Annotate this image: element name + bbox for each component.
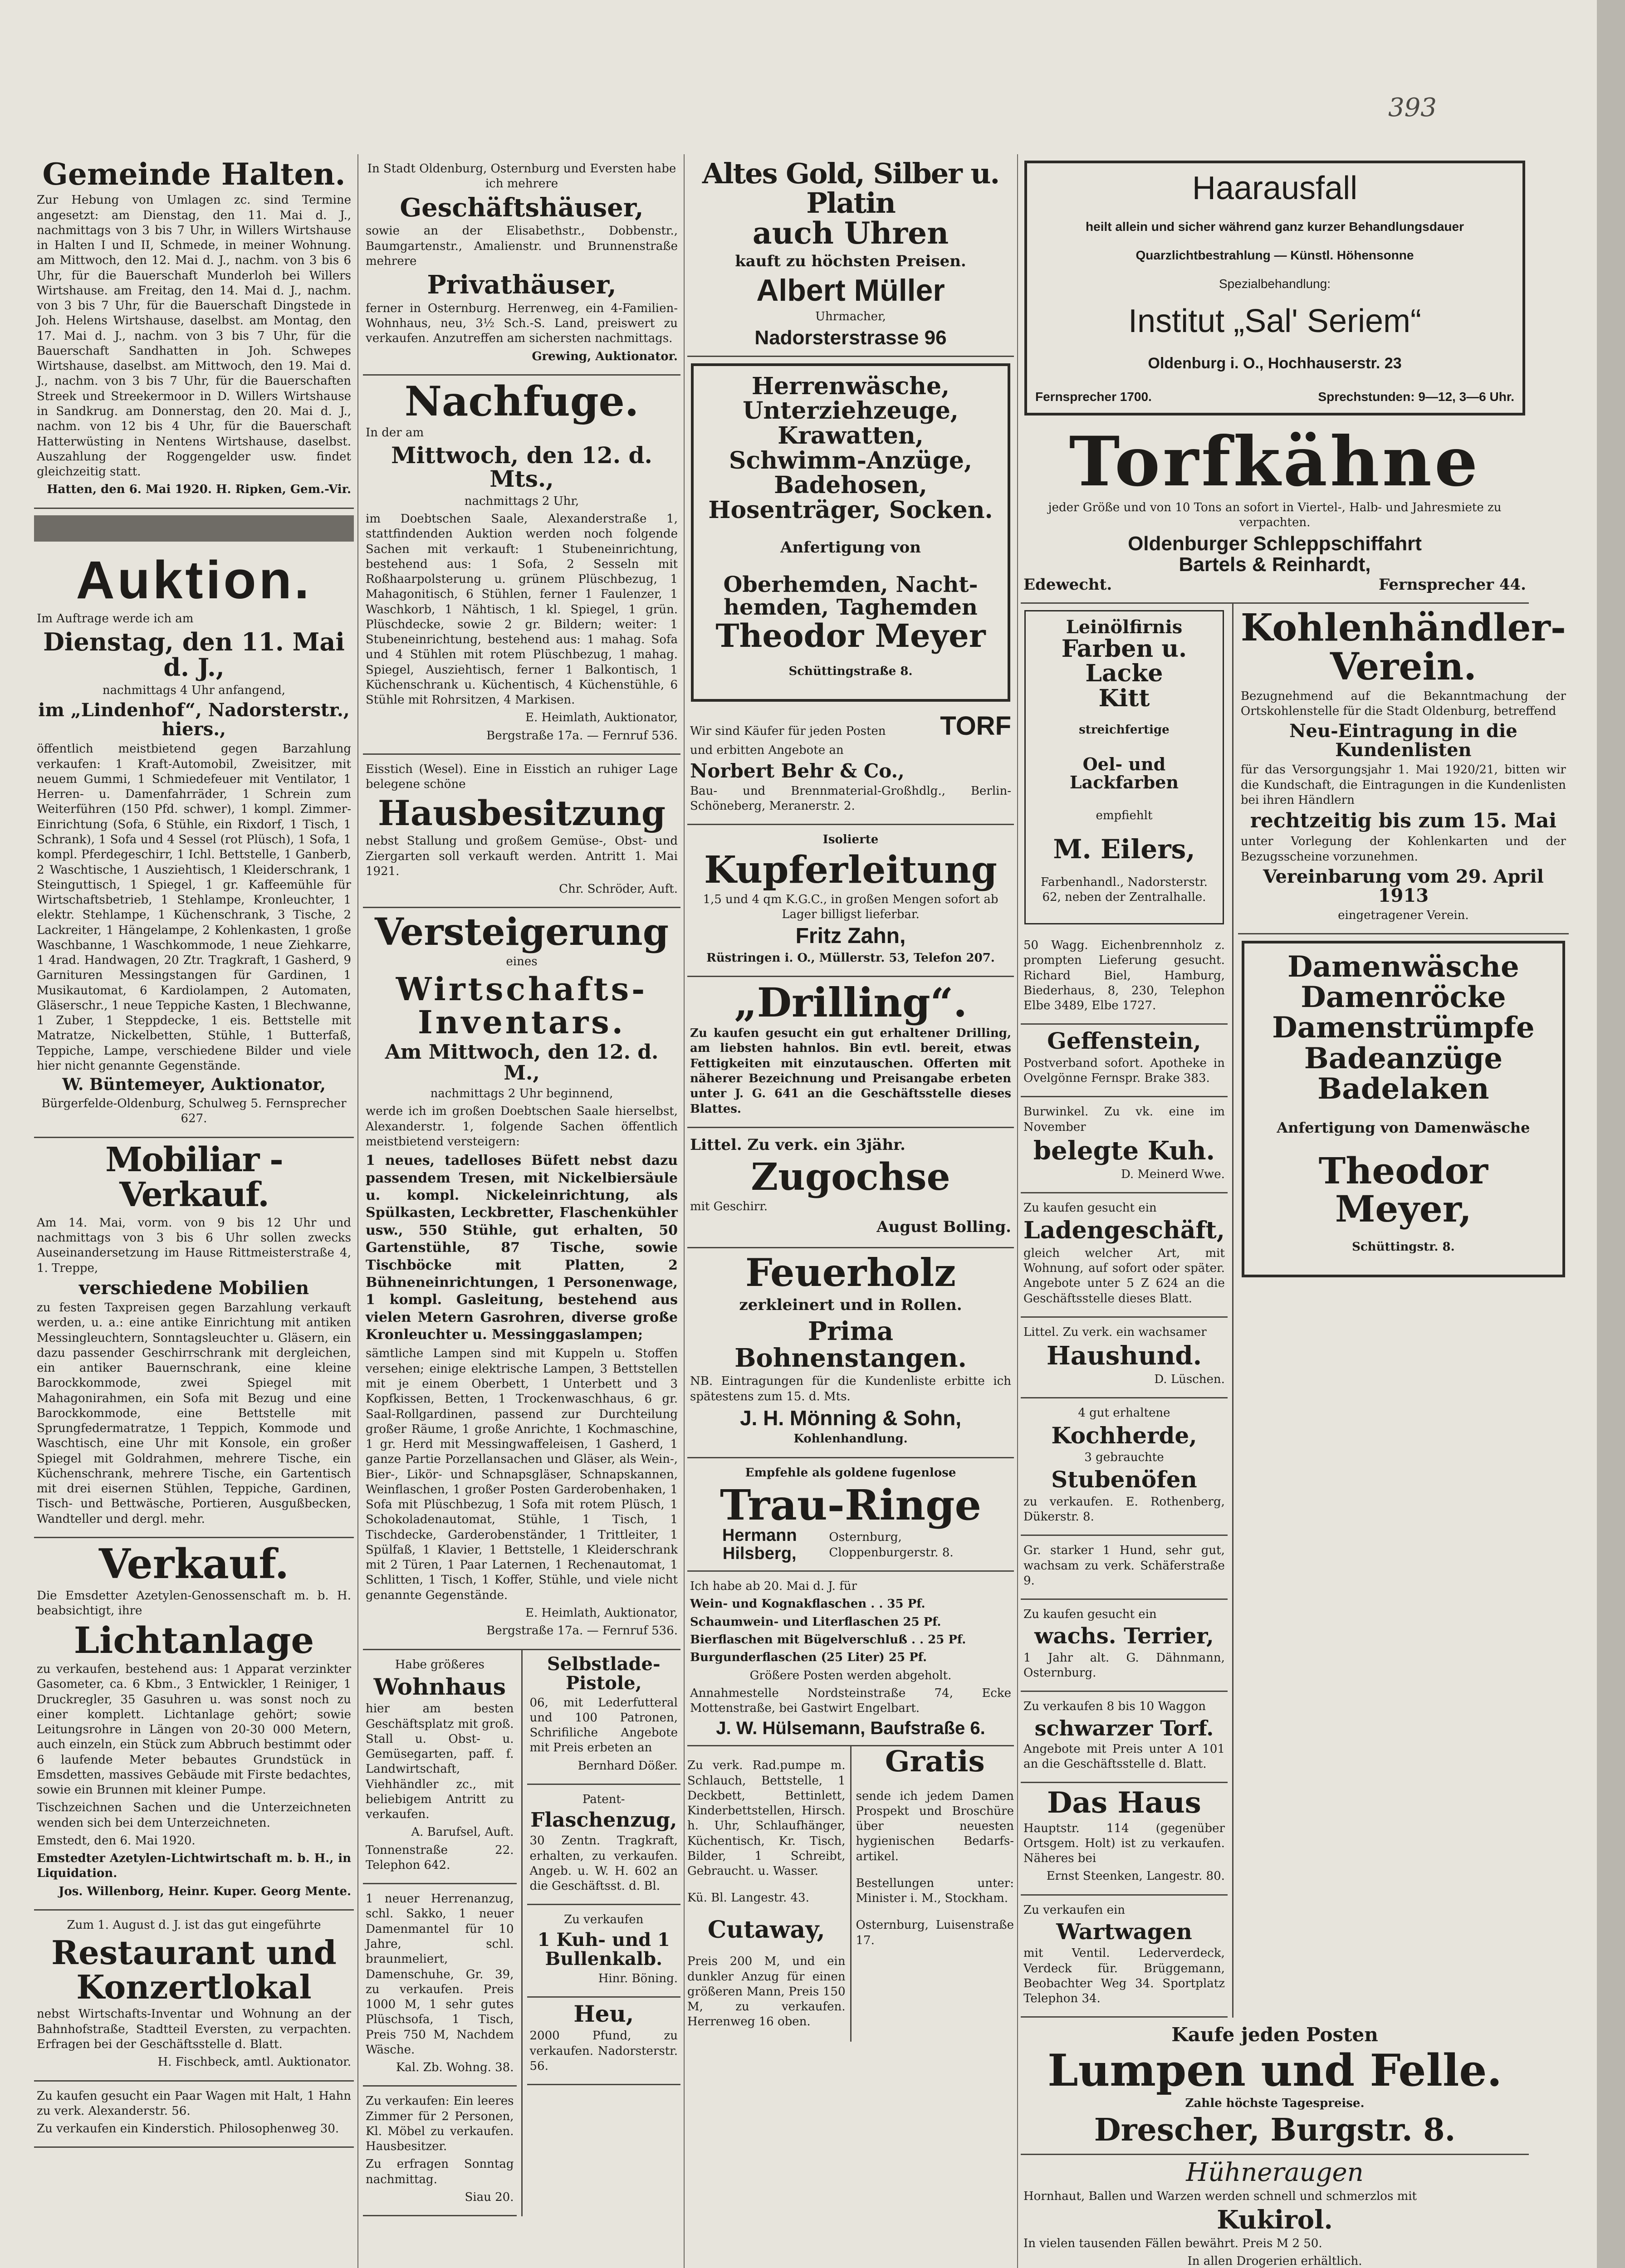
ad-title: Verein. xyxy=(1330,645,1477,689)
ad-signature: Kal. Zb. Wohng. 38. xyxy=(396,2061,514,2075)
small-ad: Zu kaufen gesucht ein Paar Wagen mit Halt, 1 Hahn zu verk. Alexanderstr. 56. xyxy=(37,2089,351,2118)
ad-date: Emstedt, den 6. Mai 1920. xyxy=(37,1833,196,1848)
ad-huehneraugen xyxy=(1021,2155,1529,2268)
ad-name: Oldenburger Schleppschiffahrt xyxy=(1128,532,1422,555)
ad-title: Prima Bohnenstangen. xyxy=(734,1316,967,1373)
ad-line: Leinölfirnis xyxy=(1066,616,1183,638)
ad-text: Zu verkaufen ein xyxy=(1023,1903,1126,1917)
ad-das-haus xyxy=(1021,1783,1228,1895)
ad-text: Zu verkaufen 8 bis 10 Waggon xyxy=(1023,1700,1206,1714)
small-ads-left xyxy=(687,1746,846,2041)
ad-small xyxy=(34,2082,354,2148)
ad-address: Rüstringen i. O., Müllerstr. 53, Telefon 207. xyxy=(706,951,995,965)
ad-text: Hornhaut, Ballen und Warzen werden schnell und schmerzlos mit xyxy=(1023,2189,1417,2203)
ad-row: Schaumwein- und Literflaschen 25 Pf. xyxy=(690,1615,941,1629)
ad-text: Zu kaufen gesucht ein gut erhaltener Drilling, am liebsten hahnlos. Bin evtl. bereit, etwas Fettigkeiten mit einzutauschen. Offerten mit näherer Bezeichnung und Preisangabe erbeten unter J. G. 641 an die Geschäftsstelle dieses Blattes. xyxy=(690,1026,1011,1116)
ad-restaurant xyxy=(34,1911,354,2082)
ad-text: Kü. Bl. Langestr. 43. xyxy=(687,1891,809,1905)
ad-title: Stubenöfen xyxy=(1051,1466,1197,1493)
ad-line: Schwimm-Anzüge, xyxy=(729,446,973,474)
ad-line: Lacke xyxy=(1085,660,1163,688)
ad-text: Tonnenstraße 22. Telephon 642. xyxy=(366,1843,514,1872)
small-ads-right xyxy=(521,1650,681,2217)
ad-kochherde xyxy=(1021,1398,1228,1536)
ad-text: nebst Stallung und großem Gemüse-, Obst- und Ziergarten soll verkauft werden. Antritt 1. Mai 1921. xyxy=(366,834,678,878)
ad-text: eines xyxy=(506,955,538,969)
ad-terrier xyxy=(1021,1600,1228,1692)
ad-trauringe xyxy=(687,1458,1014,1572)
ad-text: unter Vorlegung der Kohlenkarten und der Bezugsscheine vorzunehmen. xyxy=(1240,835,1566,864)
ad-text: werde ich im großen Doebtschen Saale hierselbst, Alexanderstr. 1, folgende Sachen öffentlich meistbietend versteigern: xyxy=(366,1105,678,1149)
ad-title: Kochherde, xyxy=(1051,1422,1197,1449)
ad-text: gleich welcher Art, mit Wohnung, auf sofort oder später. Angebote unter 5 Z 624 an die Geschäftsstelle dieses Blatt. xyxy=(1023,1246,1225,1305)
ad-selbstlade-pistole xyxy=(527,1650,681,1785)
ad-signature: E. Heimlath, Auktionator, xyxy=(525,711,678,725)
ad-text: Annahmestelle Nordsteinstraße 74, Ecke Mottenstraße, bei Gastwirt Engelbart. xyxy=(690,1686,1011,1716)
ad-text-bold: Vereinbarung vom 29. April 1913 xyxy=(1263,865,1544,906)
ad-schwarzer-torf xyxy=(1021,1692,1228,1783)
ad-text: Spezialbehandlung: xyxy=(1219,276,1331,291)
ad-text: zu verkaufen. E. Rothenberg, Dükerstr. 8. xyxy=(1023,1495,1225,1524)
ad-row: Bierflaschen mit Bügelverschluß . . 25 Pf. xyxy=(690,1633,966,1647)
ad-line: Herrenwäsche, xyxy=(751,372,950,400)
ad-text: Zum 1. August d. J. ist das gut eingeführte xyxy=(67,1918,321,1932)
ad-flaschen xyxy=(687,1572,1014,1746)
ad-signature: W. Büntemeyer, Auktionator, xyxy=(62,1075,326,1095)
ad-signature: Hatten, den 6. Mai 1920. H. Ripken, Gem.-Vir. xyxy=(47,483,351,497)
ad-time: nachmittags 2 Uhr, xyxy=(464,494,579,508)
ad-title: TORF xyxy=(940,711,1011,741)
ad-text: heilt allein und sicher während ganz kurzer Behandlungsdauer xyxy=(1086,219,1464,234)
ad-text: 1,5 und 4 qm K.G.C., in großen Mengen sofort ab Lager billigst lieferbar. xyxy=(703,892,998,921)
ad-title: Zugochse xyxy=(751,1155,950,1199)
ad-text: Größere Posten werden abgeholt. xyxy=(749,1668,952,1682)
ad-text: Bezugnehmend auf die Bekanntmachung der Ortskohlenstelle für die Stadt Oldenburg, betreffend xyxy=(1240,689,1566,719)
ad-title: Geschäftshäuser, xyxy=(400,192,644,223)
ad-hours: Sprechstunden: 9—12, 3—6 Uhr. xyxy=(1318,389,1514,404)
ad-title: Altes Gold, Silber u. Platin xyxy=(702,157,999,220)
ad-line: Badehosen, xyxy=(774,471,927,499)
torf-row xyxy=(690,713,1011,740)
ad-text: Zur Hebung von Umlagen zc. sind Termine angesetzt: am Dienstag, den 11. Mai d. J., nachmittags von 3 bis 7 Uhr, in Willers Wirtshause in Halten I und II, Schmede, in meiner Wohnung. am Mittwoch, den 12. Mai d. J., nachm. von 3 bis 6 Uhr, für die Bauerschaft Munderloh bei Willers Wirtshause. am Freitag, den 14. Mai d. J., nachm. von 3 bis 7 Uhr, für die Bauerschaft Dingstede in Joh. Helens Wirtshause, daselbst. am Montag, den 17. Mai d. J., nachm. von 3 bis 7 Uhr, für die Bauerschaft Sandhatten in Joh. Schwepes Wirtshause, daselbst. am Mittwoch, den 19. Mai d. J., nachm. von 3 bis 7 Uhr, für die Bauerschaften Streek und Streekermoor in D. Willers Wirtshause in Sandkrug. am Donnerstag, den 20. Mai d. J., nachm. von 12 bis 4 Uhr, für die Bauerschaft Hatterwüsting in Nentens Wirtshause, daselbst. Auszahlung der Roggengelder usw. findet gleichzeitig statt. xyxy=(37,193,351,479)
ad-signature: Emstedter Azetylen-Lichtwirtschaft m. b. H., in Liquidation. xyxy=(37,1852,351,1881)
ad-name: Theodor Meyer xyxy=(715,616,986,655)
ad-zimmer xyxy=(363,2087,517,2216)
ad-title: Geffenstein, xyxy=(1047,1027,1201,1055)
ad-title: Cutaway, xyxy=(707,1916,825,1944)
ad-text: Zu kaufen gesucht ein xyxy=(1023,1201,1157,1215)
small-ads-split xyxy=(687,1746,1014,2041)
ad-text: Im Auftrage werde ich am xyxy=(37,611,194,626)
ad-text: Anfertigung von Damenwäsche xyxy=(1277,1119,1530,1137)
ad-text: hier am besten Geschäftsplatz mit groß. Stall u. Obst- u. Gemüsegarten, paff. f. Landwirtschaft, Viehhändler zc., mit beliebigem Antritt zu verkaufen. xyxy=(366,1702,514,1822)
ad-text: In der am xyxy=(366,426,424,440)
separator-bar xyxy=(34,515,354,542)
ad-title: Selbstlade-Pistole, xyxy=(547,1653,661,1694)
ad-line: Badeanzüge xyxy=(1304,1041,1503,1075)
ad-name: Hermann Hilsberg, xyxy=(722,1526,797,1564)
ad-text: Zahle höchste Tagespreise. xyxy=(1185,2097,1365,2111)
ad-flaschenzug xyxy=(527,1785,681,1906)
ad-subtitle: verschiedene Mobilien xyxy=(78,1277,309,1299)
ad-title: wachs. Terrier, xyxy=(1034,1623,1214,1649)
ad-title: Lumpen und Felle. xyxy=(1047,2044,1502,2096)
ad-text: Habe größeres xyxy=(395,1657,485,1672)
ad-text: öffentlich meistbietend gegen Barzahlung verkaufen: 1 Kraft-Automobil, Zweisitzer, mit neuem Gummi, 1 Schmiedefeuer mit Ventilator, 1 Herren- u. Damenfahrräder, 1 Schrein zum Weiterführen (150 Pfd. schwer), 1 kompl. Zimmer-Einrichtung (Sofa, 6 Stühle, ein Rixdorf, 1 Tisch, 1 Schrank), 1 Sofa und 4 Sessel (rot Plüsch), 1 Sofa, 1 kompl. Pferdegeschirr, 1 Ichl. Bettstelle, 1 Ganberb, 2 Waschtische, 1 Ausziehtisch, 1 Kleiderschrank, 1 Steinguttisch, 1 Spiegel, 1 gr. Kaffeemühle für Wirtschaftsbetrieb, 1 Stehlampe, Kronleuchter, 1 elektr. Stehlampe, 1 Küchenschrank, 3 Tische, 2 Lackreiter, 1 Hängelampe, 2 Kohlenkasten, 1 große Waschbanne, 1 Waschkommode, 1 neue Ziehkarre, 1 4rad. Handwagen, 20 Ztr. Tragkraft, 1 Gasherd, 9 Garnituren Messingstangen für Gardinen, 1 Musikautomat, 6 Kardiolampen, 2 Automaten, Gläserschr., 1 neue Teppiche Kasten, 1 Blechwanne, 1 Zuber, 1 Steppdecke, 1 eis. Bettstelle mit Matratze, Nickelbetten, Stühle, 1 Butterfaß, Teppiche, Lampe, verschiedene Bilder und viele hier nicht genannte Gegenstände. xyxy=(37,742,351,1073)
ad-title: Gratis xyxy=(885,1745,985,1779)
column-rule xyxy=(1017,154,1018,2268)
col4-split xyxy=(1021,604,1566,2018)
ad-title: Hühneraugen xyxy=(1186,2157,1364,2187)
ad-text: zu verkaufen, bestehend aus: 1 Apparat verzinkter Gasometer, ca. 6 Kbm., 3 Entwickler, 1 Reiniger, 1 Druckregler, 35 Gasuhren u. was sonst noch zu einer komplett. Lichtanlage gehört; sowie Leitungsrohre in Längen von 20-30 000 Metern, auch einzeln, ein Stück zum Abbruch bestimmt oder 6 laufende Meter bebautes Grundstück in Emsdetten, massives Gebäude mit Firste bedachtes, sowie ein Brunnen mit kleiner Pumpe. xyxy=(37,1662,351,1797)
ad-text: streichfertige xyxy=(1079,723,1170,737)
ad-title: Ladengeschäft, xyxy=(1023,1217,1225,1245)
ad-hausbesitzung xyxy=(363,755,680,908)
ad-name: J. H. Mönning & Sohn, xyxy=(739,1406,962,1430)
ad-text: Ich habe ab 20. Mai d. J. für xyxy=(690,1579,857,1593)
ad-signature: August Bolling. xyxy=(876,1217,1011,1236)
ad-text: empfiehlt xyxy=(1096,809,1153,823)
ad-title: Torfkähne xyxy=(1069,421,1481,502)
ad-text: sowie an der Elisabethstr., Dobbenstr., Baumgartenstr., Amalienstr. und Brunnenstraße mehrere xyxy=(366,224,678,268)
ad-time: nachmittags 4 Uhr anfangend, xyxy=(102,684,286,698)
ad-title: belegte Kuh. xyxy=(1033,1136,1215,1166)
ad-text: Zu verk. Rad.pumpe m. Schlauch, Bettstelle, 1 Deckbett, Bettinlett, Kinderbettstellen, Hirsch. h. Uhr, Schlaufhänger, Küchentisch, Kr. Tisch, Bilder, 1 Schreibt, Gebraucht. u. Wasser. xyxy=(687,1759,846,1878)
ad-title: Haushund. xyxy=(1046,1341,1202,1371)
ad-text: kauft zu höchsten Preisen. xyxy=(735,252,966,271)
ad-signature: Bernhard Dößer. xyxy=(578,1759,678,1773)
ad-title: Wirtschafts-Inventars. xyxy=(396,970,648,1041)
ad-wohnhaus xyxy=(363,1650,517,1885)
ad-text: Uhrmacher, xyxy=(815,310,886,324)
ad-date: Am Mittwoch, den 12. d. M., xyxy=(385,1040,659,1085)
ad-date: Mittwoch, den 12. d. Mts., xyxy=(391,441,652,493)
ad-text: Patent- xyxy=(582,1792,625,1806)
ad-title: Privathäuser, xyxy=(427,270,617,300)
ad-text: 06, mit Lederfutteral und 100 Patronen, Schrifiliche Angebote mit Preis erbeten an xyxy=(529,1696,678,1755)
ad-text: Postverband sofort. Apotheke in Ovelgönne Fernspr. Brake 383. xyxy=(1023,1056,1225,1085)
ad-signature: D. Lüschen. xyxy=(1154,1373,1225,1387)
ad-text: Empfehle als goldene fugenlose xyxy=(745,1466,956,1480)
ad-line: Badelaken xyxy=(1317,1071,1489,1106)
ad-text: NB. Eintragungen für die Kundenliste erbitte ich spätestens zum 15. d. Mts. xyxy=(690,1374,1011,1403)
ad-text: 30 Zentn. Tragkraft, erhalten, zu verkaufen. Angeb. u. W. H. 602 an die Geschäftsst. d. Bl. xyxy=(529,1834,678,1893)
ad-title: „Drilling“. xyxy=(734,978,967,1026)
ad-title: Trau-Ringe xyxy=(720,1480,982,1530)
ad-heu xyxy=(527,1998,681,2085)
ad-title: Hausbesitzung xyxy=(377,792,666,833)
ad-gemeinde-hatten xyxy=(34,154,354,509)
ad-phone: Fernsprecher 1700. xyxy=(1035,389,1152,404)
ad-row: Wein- und Kognakflaschen . . 35 Pf. xyxy=(690,1597,925,1611)
ad-text: nebst Wirtschafts-Inventar und Wohnung an der Bahnhofstraße, Stadtteil Eversten, zu verpachten. Erfragen bei der Geschäftsstelle d. Blatt. xyxy=(37,2007,351,2051)
ad-text: Quarzlichtbestrahlung — Künstl. Höhensonne xyxy=(1136,248,1414,262)
ad-text: In allen Drogerien erhältlich. xyxy=(1187,2254,1362,2268)
ad-phone: Fernsprecher 44. xyxy=(1379,576,1526,594)
ad-title: Flaschenzug, xyxy=(530,1809,677,1832)
ad-torf-behr xyxy=(687,708,1014,825)
ad-line: Farben u. xyxy=(1061,635,1187,663)
ad-address: Bergstraße 17a. — Fernruf 536. xyxy=(486,728,678,743)
ad-text: Bau- und Brennmaterial-Großhdlg., Berlin-Schöneberg, Meranerstr. 2. xyxy=(690,784,1011,813)
ad-text: Zu erfragen Sonntag nachmittag. xyxy=(366,2157,514,2186)
col4-wide xyxy=(1232,604,1569,2018)
ad-text: Kaufe jeden Posten xyxy=(1171,2024,1378,2046)
ad-text: Zu verkaufen xyxy=(564,1913,644,1927)
ad-name: M. Eilers, xyxy=(1053,833,1195,865)
ad-text: Burwinkel. Zu vk. eine im November xyxy=(1023,1105,1225,1134)
ad-altes-gold xyxy=(687,154,1014,357)
ad-title: Mobiliar - Verkauf. xyxy=(105,1140,283,1215)
ad-title: Wartwagen xyxy=(1056,1919,1192,1945)
ad-text: In vielen tausenden Fällen bewährt. Preis M 2 50. xyxy=(1023,2236,1322,2250)
ad-text: im Doebtschen Saale, Alexanderstraße 1, stattfindenden Auktion werden noch folgende Sachen mit verkauft: 1 Stubeneinrichtung, bestehend aus: 1 Sofa, 2 Sesseln mit Roßhaarpolsterung u. grünem Plüschbezug, 1 Mahagonitisch, 6 Stühlen, ferner 1 Faulenzer, 1 Waschkorb, 1 Nähtisch, 1 kl. Spiegel, 1 grün. Plüschdecke, sowie 2 gr. Bildern; weiter: 1 Stubeneinrichtung, bestehend aus: 1 mahag. Sofa und 4 Stühlen mit rotem Plüschbezug, 1 mahag. Spiegel, Ausziehtisch, ferner 1 Balkontisch, 1 Küchenschrank u. Küchentisch, 4 Küchenstühle, 6 Stühle mit Rohrsitzen, 4 Markisen. xyxy=(366,512,678,707)
ad-signature: Bestellungen unter: Minister i. M., Stockham. xyxy=(856,1876,1014,1906)
ad-title: Verkauf. xyxy=(98,1540,289,1588)
ad-name: Institut „Sal' Seriem“ xyxy=(1128,303,1421,339)
ad-signature: Chr. Schröder, Auft. xyxy=(559,882,678,896)
ad-title: Heu, xyxy=(573,2000,634,2027)
small-ads-split xyxy=(363,1650,680,2217)
ad-title: Gemeinde Halten. xyxy=(42,156,346,192)
ad-line: Damenwäsche xyxy=(1287,950,1519,984)
ad-hund xyxy=(1021,1536,1228,1600)
small-ads-left xyxy=(363,1650,517,2217)
ad-text: Isolierte xyxy=(822,833,879,847)
ad-text: Hauptstr. 114 (gegenüber Ortsgem. Holt) ist zu verkaufen. Näheres bei xyxy=(1023,1821,1225,1866)
ad-title: Restaurant und Konzertlokal xyxy=(51,1933,337,2006)
ad-leinoelfirnis xyxy=(1024,610,1224,925)
ad-place: Edewecht. xyxy=(1023,576,1112,594)
ad-line: Damenstrümpfe xyxy=(1272,1011,1535,1045)
ad-text: 1 neuer Herrenanzug, schl. Sakko, 1 neuer Damenmantel für 10 Jahre, schl. braunmeliert, Damenschuhe, Gr. 39, zu verkaufen. Preis 1000 M, 1 sehr gutes Plüschsofa, 1 Tisch, Preis 750 M, Nachdem Wäsche. xyxy=(366,1892,514,2057)
ad-ladengeschaeft xyxy=(1021,1193,1228,1318)
ad-text: mit Ventil. Lederverdeck, Verdeck für. Brüggemann, Beobachter Weg 34. Sportplatz Telephon 34. xyxy=(1023,1946,1225,2006)
ad-text: Preis 200 M, und ein dunkler Anzug für einen größeren Mann, Preis 150 M, zu verkaufen. Herrenweg 16 oben. xyxy=(687,1955,846,2029)
ad-text: 4 gut erhaltene xyxy=(1078,1406,1170,1420)
ad-date: Dienstag, den 11. Mai d. J., xyxy=(43,627,345,682)
ad-text: Gr. starker 1 Hund, sehr gut, wachsam zu verk. Schäferstraße 9. xyxy=(1023,1544,1225,1588)
ad-name: J. W. Hülsemann, Baufstraße 6. xyxy=(716,1718,985,1739)
ad-herrenanzug xyxy=(363,1884,517,2087)
ad-brennholz xyxy=(1021,931,1228,1025)
ad-name: Fritz Zahn, xyxy=(795,924,906,948)
ad-place: im „Lindenhof“, Nadorsterstr., hiers., xyxy=(38,699,350,740)
ad-drilling xyxy=(687,977,1014,1128)
ad-nachfuge xyxy=(363,376,680,755)
ad-text: In Stadt Oldenburg, Osternburg und Eversten habe ich mehrere xyxy=(367,162,676,191)
small-ads-right xyxy=(850,1746,1014,2041)
column-3 xyxy=(687,154,1014,2042)
ad-line: Krawatten, xyxy=(778,422,924,450)
ad-text: Tischzeichnen Sachen und die Unterzeichneten wenden sich bei dem Unterzeichneten. xyxy=(37,1801,351,1830)
ad-address: Osternburg, Luisenstraße 17. xyxy=(856,1918,1014,1947)
ad-title: Wohnhaus xyxy=(373,1673,506,1700)
ad-text: Am 14. Mai, vorm. von 9 bis 12 Uhr und nachmittags von 3 bis 6 Uhr sollen zwecks Auseinandersetzung im Hause Rittmeisterstraße 4, 1. Treppe, xyxy=(37,1216,351,1275)
ad-kuh-bullenkalb xyxy=(527,1905,681,1998)
ad-name: Theodor Meyer, xyxy=(1318,1149,1488,1230)
ad-address: Oldenburg i. O., Hochhauserstr. 23 xyxy=(1148,355,1402,372)
ad-signature: H. Fischbeck, amtl. Auktionator. xyxy=(157,2055,351,2069)
ad-text: für das Versorgungsjahr 1. Mai 1920/21, bitten wir die Kundschaft, die Eintragungen in die Kundenlisten bei ihren Händlern xyxy=(1240,763,1566,807)
ad-line: Oberhemden, Nacht- xyxy=(723,572,978,597)
ad-text: 2000 Pfund, zu verkaufen. Nadorsterstr. 56. xyxy=(529,2029,678,2073)
ad-text: Eisstich (Wesel). Eine in Eisstich an ruhiger Lage belegene schöne xyxy=(366,763,678,792)
ad-title: Feuerholz xyxy=(745,1250,956,1295)
ad-text-bold: Neu-Eintragung in die Kundenlisten xyxy=(1289,720,1517,761)
ad-text: Littel. Zu verk. ein 3jähr. xyxy=(690,1135,905,1154)
ad-wartwagen xyxy=(1021,1896,1228,2018)
ad-feuerholz xyxy=(687,1248,1014,1458)
ad-auktion xyxy=(34,548,354,1138)
ad-title: Versteigerung xyxy=(374,910,669,954)
ad-theodor-meyer-damen xyxy=(1242,941,1565,1277)
ad-kohlenhaendler xyxy=(1238,604,1569,935)
column-1 xyxy=(34,154,354,2148)
ad-zugochse xyxy=(687,1128,1014,1248)
ad-text-bold: rechtzeitig bis zum 15. Mai xyxy=(1250,809,1557,833)
ad-text: Anfertigung von xyxy=(780,538,921,557)
ad-time: nachmittags 2 Uhr beginnend, xyxy=(430,1087,613,1101)
page-binding-edge xyxy=(1597,0,1625,2268)
ad-title: Nachfuge. xyxy=(404,377,639,425)
ad-title: Haarausfall xyxy=(1192,170,1358,206)
ad-text: Zu kaufen gesucht ein xyxy=(1023,1608,1157,1622)
ad-signature: Ernst Steenken, Langestr. 80. xyxy=(1046,1869,1225,1883)
ad-title: Das Haus xyxy=(1047,1786,1201,1820)
ad-text: 50 Wagg. Eichenbrennholz z. prompten Lieferung gesucht. Richard Biel, Hamburg, Biederhaus, 8, 230, Telephon Elbe 3489, Elbe 1727. xyxy=(1023,938,1225,1013)
ad-name: Drescher, Burgstr. 8. xyxy=(1094,2112,1456,2148)
ad-line: Unterziehzeuge, xyxy=(743,397,959,425)
ad-address: Schüttingstr. 8. xyxy=(1352,1240,1455,1254)
ad-address: Nadorsterstrasse 96 xyxy=(754,326,947,349)
ad-name: Albert Müller xyxy=(756,273,945,308)
ad-haarausfall xyxy=(1024,161,1525,415)
ad-address: Bürgerfelde-Oldenburg, Schulweg 5. Fernsprecher 627. xyxy=(41,1097,347,1126)
ad-title: Kohlenhändler- xyxy=(1240,606,1566,650)
ad-text: 3 gebrauchte xyxy=(1084,1451,1164,1465)
ad-geffenstein xyxy=(1021,1025,1228,1097)
ad-line: Hosenträger, Socken. xyxy=(708,496,993,524)
ad-title: schwarzer Torf. xyxy=(1034,1716,1214,1740)
col4-narrow xyxy=(1021,604,1228,2018)
ad-text: Littel. Zu verk. ein wachsamer xyxy=(1023,1325,1207,1339)
ad-kupferleitung xyxy=(687,825,1014,977)
ad-verkauf-lichtanlage xyxy=(34,1538,354,1911)
ad-signature: Hinr. Böning. xyxy=(598,1971,678,1985)
torf-footer xyxy=(1023,575,1526,595)
ad-text: Oel- und Lackfarben xyxy=(1069,753,1179,792)
ad-address: Schüttingstraße 8. xyxy=(788,665,913,679)
ad-text: Angebote mit Preis unter A 101 an die Geschäftsstelle d. Blatt. xyxy=(1023,1742,1225,1771)
ad-text: Kohlenhandlung. xyxy=(793,1432,908,1446)
ad-title: auch Uhren xyxy=(752,215,949,251)
ad-text: Zu verkaufen: Ein leeres Zimmer für 2 Personen, Kl. Möbel zu verkaufen. Hausbesitzer. xyxy=(366,2094,514,2154)
ad-signature: Grewing, Auktionator. xyxy=(532,349,678,363)
ad-line: Damenröcke xyxy=(1301,980,1506,1015)
ad-haushund xyxy=(1021,1318,1228,1398)
ad-text: Wir sind Käufer für jeden Posten xyxy=(690,724,886,738)
ad-title: Lichtanlage xyxy=(73,1619,314,1662)
ad-text: sende ich jedem Damen Prospekt und Broschüre über neuesten hygienischen Bedarfs-artikel. xyxy=(856,1789,1014,1863)
ad-text: und erbitten Angebote an xyxy=(690,743,844,758)
ad-text: Farbenhandl., Nadorsterstr. 62, neben der Zentralhalle. xyxy=(1040,875,1208,904)
ad-torfkaehne xyxy=(1021,422,1529,604)
ad-signature: E. Heimlath, Auktionator, xyxy=(525,1606,678,1620)
ad-names: Jos. Willenborg, Heinr. Kuper. Georg Mente. xyxy=(59,1884,351,1898)
ad-text: zerkleinert und in Rollen. xyxy=(739,1296,962,1315)
ad-row: Burgunderflaschen (25 Liter) 25 Pf. xyxy=(690,1651,927,1665)
ringe-row xyxy=(690,1527,1011,1563)
ad-address: Bergstraße 17a. — Fernruf 536. xyxy=(486,1624,678,1638)
ad-name: Bartels & Reinhardt, xyxy=(1179,553,1371,576)
ad-theodor-meyer-herren xyxy=(691,363,1010,702)
ad-signature: eingetragener Verein. xyxy=(1338,908,1469,922)
ad-text: Die Emsdetter Azetylen-Genossenschaft m. b. H. beabsichtigt, ihre xyxy=(37,1589,351,1618)
ad-title: Kupferleitung xyxy=(704,848,997,892)
ad-signature: A. Barufsel, Auft. xyxy=(411,1825,514,1839)
ad-signature: Siau 20. xyxy=(465,2190,514,2204)
haar-footer xyxy=(1035,389,1514,405)
ad-title: Auktion. xyxy=(76,550,312,610)
column-rule xyxy=(357,154,358,2268)
ad-belegte-kuh xyxy=(1021,1097,1228,1193)
ad-signature: D. Meinerd Wwe. xyxy=(1121,1167,1225,1181)
ad-address: Osternburg, Cloppenburgerstr. 8. xyxy=(829,1530,954,1559)
ad-name: Kukirol. xyxy=(1217,2205,1333,2235)
ad-text: zu festen Taxpreisen gegen Barzahlung verkauft werden, u. a.: eine antike Einrichtung mit antiken Messingleuchtern, Sonntagsleuchter u. Gläsern, ein dazu passender Geschirrschrank mit dergleichen, ein antiker Bauernschrank, eine kleine Barockkommode, zwei Spiegel mit Mahagonirahmen, ein Sofa mit Bezug und eine Barockkommode, eine Bettstelle mit Sprungfedermatratze, 1 Teppich, Kommode und Waschtisch, eine Uhr mit Konsole, ein großer Spiegel mit Goldrahmen, mehrere Tische, ein Küchenschrank, mehrere Tische, ein Gartentisch mit drei eisernen Stühlen, Teppiche, Gardinen, Tisch- und Bettwäsche, Portieren, Ausgußbecken, Wandteller und dergl. mehr. xyxy=(37,1301,351,1526)
column-rule xyxy=(684,154,685,2268)
ad-text: sämtliche Lampen sind mit Kuppeln u. Stoffen versehen; einige elektrische Lampen, 3 Bettstellen mit je einem Oberbett, 1 Unterbett und 3 Kopfkissen, Betten, 1 Trockenwaschhaus, 6 gr. Saal-Rollgardinen, passend zur Durchteilung großer Räume, 1 große Anrichte, 1 Kochmaschine, 1 gr. Herd mit Messingwaffeleisen, 1 Gasherd, 1 ganze Partie Porzellansachen und Gläser, als Wein-, Bier-, Likör- und Schnapsgläser, Schnapskannen, Weinflaschen, 1 großer Posten Garderobenhaken, 1 Sofa mit Plüschbezug, 1 Sofa mit rotem Plüsch, 1 Schokoladenautomat, Stühle, 1 Tisch, 1 Tischdecke, Garderobenständer, 1 Trittleiter, 1 Spülfaß, 1 Klavier, 1 Bettstelle, 1 Kleiderschrank mit 2 Türen, 1 Paar Laternen, 1 Rechenautomat, 1 Schlitten, 1 Tisch, 1 Koffer, Stühle, und viele nicht genannte Gegenstände. xyxy=(366,1347,678,1602)
page-number: 393 xyxy=(1388,93,1437,122)
ad-text: 1 Jahr alt. G. Dähnmann, Osternburg. xyxy=(1023,1651,1225,1680)
small-ad: Zu verkaufen ein Kinderstich. Philosophenweg 30. xyxy=(37,2122,339,2136)
column-4 xyxy=(1021,154,1566,2268)
ad-line: Kitt xyxy=(1098,684,1150,712)
ad-geschaeftshaeuser xyxy=(363,154,680,376)
ad-text: jeder Größe und von 10 Tons an sofort in Viertel-, Halb- und Jahresmiete zu verpachten. xyxy=(1048,501,1502,530)
ad-lumpen-felle xyxy=(1021,2018,1529,2155)
ad-mobiliar-verkauf xyxy=(34,1138,354,1538)
ad-text-bold: 1 neues, tadelloses Büfett nebst dazu passendem Tresen, mit Nickelbiersäule u. kompl. Nickeleinrichtung, als Spülkasten, Leckbretter, Flaschenkühler usw., 550 Stühle, gut erhalten, 50 Gartenstühle, 87 Tische, sowie Tischböcke mit Platten, 2 Bühneneinrichtungen, 1 Personenwage, 1 kompl. Gasleitung, bestehend aus vielen Metern Gasrohren, diverse große Kronleuchter u. Messinggaslampen; xyxy=(366,1153,678,1343)
ad-versteigerung xyxy=(363,908,680,1650)
ad-name: Norbert Behr & Co., xyxy=(690,759,905,782)
ad-title: 1 Kuh- und 1 Bullenkalb. xyxy=(537,1929,670,1970)
ad-line: hemden, Taghemden xyxy=(724,595,978,621)
ad-text: mit Geschirr. xyxy=(690,1200,768,1214)
column-2 xyxy=(363,154,680,2216)
ad-text: ferner in Osternburg. Herrenweg, ein 4-Familien-Wohnhaus, neu, 3½ Sch.-S. Land, preiswert zu verkaufen. Anzutreffen am sichersten nachmittags. xyxy=(366,301,678,346)
